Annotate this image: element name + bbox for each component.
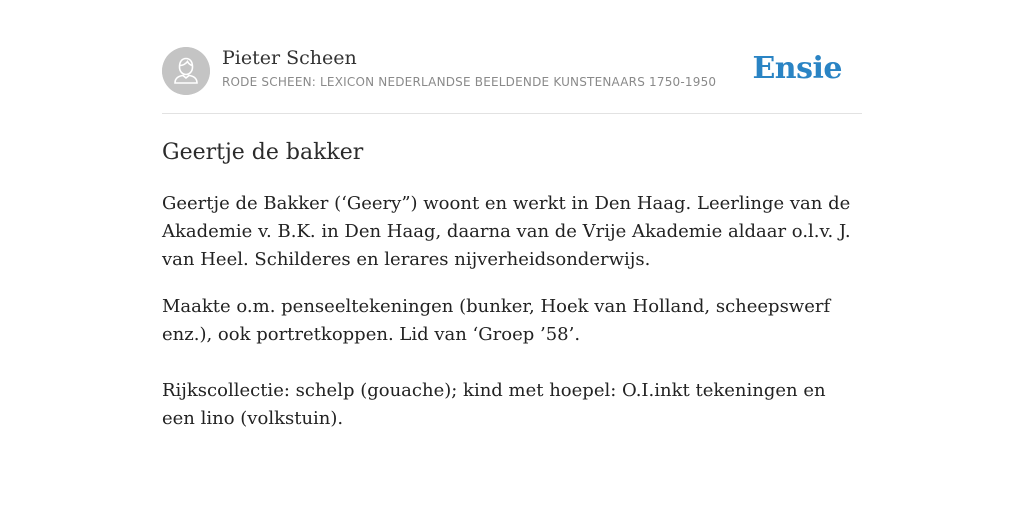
paragraph: Maakte o.m. penseeltekeningen (bunker, Hoek van Holland, scheepswerf enz.), ook portretkoppen. Lid van ‘Groep ’58’. — [162, 296, 831, 345]
article-header — [162, 46, 862, 96]
author-name[interactable]: Pieter Scheen — [222, 47, 357, 69]
paragraph: Rijkscollectie: schelp (gouache); kind met hoepel: O.I.inkt tekeningen en een lino (volkstuin). — [162, 380, 826, 429]
ensie-logo[interactable]: Ensie — [752, 51, 842, 86]
article-card — [162, 0, 862, 512]
article-title: Geertje de bakker — [162, 140, 364, 165]
source-title[interactable]: RODE SCHEEN: LEXICON NEDERLANDSE BEELDENDE KUNSTENAARS 1750-1950 — [222, 75, 717, 89]
paragraph: Geertje de Bakker (‘Geery”) woont en werkt in Den Haag. Leerlinge van de Akademie v. B.K. in Den Haag, daarna van de Vrije Akademie aldaar o.l.v. J. van Heel. Schilderes en lerares nijverheidsonderwijs. — [162, 193, 851, 270]
header-divider — [162, 113, 862, 114]
user-avatar-icon[interactable] — [162, 47, 210, 95]
